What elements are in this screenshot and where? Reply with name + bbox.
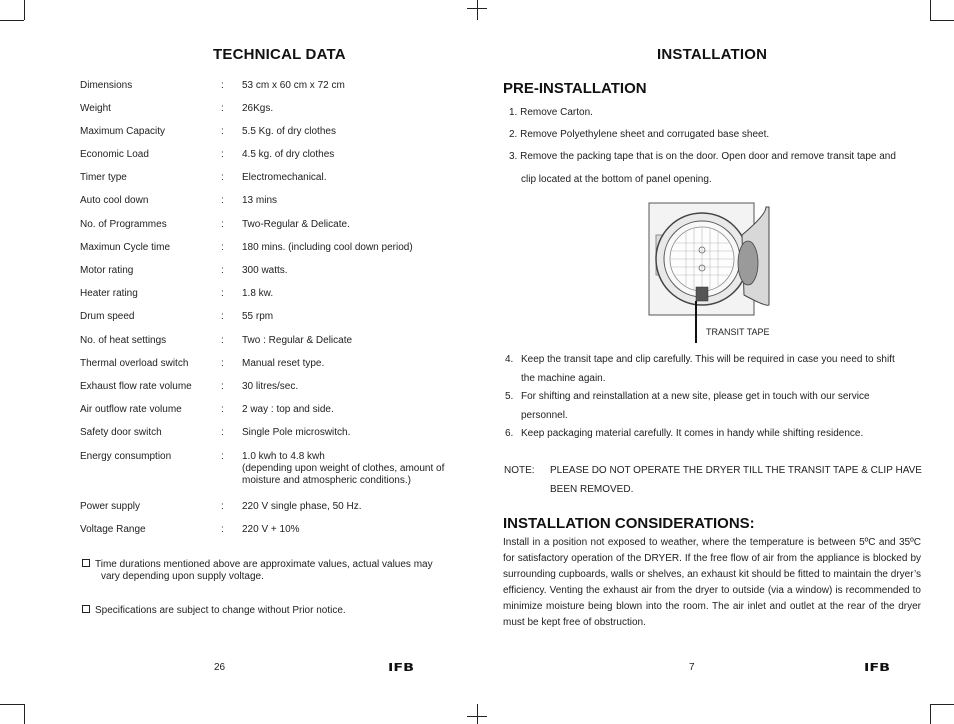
spec-value-text: Two : Regular & Delicate xyxy=(242,335,353,346)
spec-value xyxy=(242,172,452,184)
spec-value xyxy=(242,80,452,92)
spec-label: Drum speed xyxy=(80,311,135,322)
spec-colon: : xyxy=(221,149,224,160)
note-text-continued: vary depending upon supply voltage. xyxy=(101,571,264,582)
crop-mark xyxy=(24,704,25,724)
spec-colon: : xyxy=(221,501,224,512)
spec-value xyxy=(242,219,452,231)
spec-colon: : xyxy=(221,381,224,392)
step-item: 3. Remove the packing tape that is on the door. Open door and remove transit tape and xyxy=(509,151,896,162)
spec-label: Auto cool down xyxy=(80,195,149,206)
spec-colon: : xyxy=(221,427,224,438)
spec-label: Air outflow rate volume xyxy=(80,404,182,415)
spec-label: Motor rating xyxy=(80,265,134,276)
spec-label: Weight xyxy=(80,103,111,114)
spec-value-text: 2 way : top and side. xyxy=(242,404,334,415)
spec-value-text: Manual reset type. xyxy=(242,358,325,369)
spec-value xyxy=(242,524,452,536)
checkbox-icon xyxy=(82,559,90,567)
page-title: TECHNICAL DATA xyxy=(213,46,346,63)
crop-mark xyxy=(477,0,478,20)
spec-value-text: 30 litres/sec. xyxy=(242,381,299,392)
spec-value xyxy=(242,358,452,370)
note-item xyxy=(82,559,452,583)
spec-label: Maximum Capacity xyxy=(80,126,166,137)
spec-colon: : xyxy=(221,451,224,462)
spec-label: Maximun Cycle time xyxy=(80,242,171,253)
step-item: 1. Remove Carton. xyxy=(509,107,593,118)
spec-value-text: 4.5 kg. of dry clothes xyxy=(242,149,335,160)
crop-mark xyxy=(930,20,954,21)
spec-value-text: 220 V + 10% xyxy=(242,524,300,535)
spec-value xyxy=(242,149,452,161)
spec-colon: : xyxy=(221,358,224,369)
step-item: For shifting and reinstallation at a new site, please get in touch with our service xyxy=(521,391,870,402)
spec-value-text: Single Pole microswitch. xyxy=(242,427,351,438)
spec-value xyxy=(242,265,452,277)
crop-mark xyxy=(930,0,931,20)
spec-label: Dimensions xyxy=(80,80,133,91)
section-heading: PRE-INSTALLATION xyxy=(503,80,647,97)
spec-colon: : xyxy=(221,80,224,91)
note-text: Specifications are subject to change without Prior notice. xyxy=(95,605,346,616)
spec-value-text: 5.5 Kg. of dry clothes xyxy=(242,126,336,137)
step-item: Keep the transit tape and clip carefully. This will be required in case you need to shift xyxy=(521,354,895,365)
spec-value-text: 300 watts. xyxy=(242,265,288,276)
spec-colon: : xyxy=(221,311,224,322)
spec-value xyxy=(242,427,452,439)
page-number: 7 xyxy=(689,662,695,673)
step-number: 4. xyxy=(505,354,514,365)
considerations-paragraph: Install in a position not exposed to weather, where the temperature is between 5ºC and 35ºC for satisfactory operation of the DRYER. If the free flow of air from the appliance is blocked by surrounding cupboards, walls or shelves, an exhaust kit should be fitted to maintain the dryer’s efficiency. Venting the exhaust air from the dryer to outside (via a window) is recommended to minimize moisture being blown into the room. The air inlet and outlet at the rear of the dryer must be kept free of obstruction. xyxy=(503,537,921,628)
spec-value-text: Two-Regular & Delicate. xyxy=(242,219,350,230)
spec-label: No. of heat settings xyxy=(80,335,167,346)
crop-mark xyxy=(0,704,24,705)
checkbox-icon xyxy=(82,605,90,613)
brand-logo: IFB xyxy=(864,661,890,674)
crop-mark xyxy=(930,704,954,705)
page-title: INSTALLATION xyxy=(657,46,768,63)
spec-value xyxy=(242,195,452,207)
spec-value xyxy=(242,242,452,254)
spec-label: Exhaust flow rate volume xyxy=(80,381,192,392)
spec-label: Power supply xyxy=(80,501,141,512)
spec-value-text: 13 mins xyxy=(242,195,278,206)
note-text: PLEASE DO NOT OPERATE THE DRYER TILL THE TRANSIT TAPE & CLIP HAVE xyxy=(550,465,922,476)
spec-value xyxy=(242,404,452,416)
spec-value-text: 1.0 kwh to 4.8 kwh xyxy=(242,451,325,462)
note-text: Time durations mentioned above are approximate values, actual values may xyxy=(95,559,433,570)
spec-value xyxy=(242,288,452,300)
spec-value-text: 53 cm x 60 cm x 72 cm xyxy=(242,80,345,91)
spec-colon: : xyxy=(221,404,224,415)
spec-value-note: (depending upon weight of clothes, amount of moisture and atmospheric conditions.) xyxy=(242,463,445,486)
dryer-door-illustration xyxy=(644,195,784,345)
step-number: 6. xyxy=(505,428,514,439)
step-item-continued: clip located at the bottom of panel opening. xyxy=(521,174,712,185)
step-item: Keep packaging material carefully. It comes in handy while shifting residence. xyxy=(521,428,864,439)
spec-value xyxy=(242,381,452,393)
spec-colon: : xyxy=(221,172,224,183)
crop-mark xyxy=(477,704,478,724)
spec-value-text: Electromechanical. xyxy=(242,172,327,183)
spec-colon: : xyxy=(221,242,224,253)
spec-value-text: 180 mins. (including cool down period) xyxy=(242,242,413,253)
spec-value xyxy=(242,501,452,513)
spec-value xyxy=(242,311,452,323)
note-label: NOTE: xyxy=(504,465,535,476)
step-item: 2. Remove Polyethylene sheet and corrugated base sheet. xyxy=(509,129,770,140)
spec-label: Energy consumption xyxy=(80,451,172,462)
spec-value xyxy=(242,103,452,115)
spec-colon: : xyxy=(221,195,224,206)
spec-colon: : xyxy=(221,126,224,137)
crop-mark xyxy=(930,704,931,724)
figure-label: TRANSIT TAPE xyxy=(706,327,770,337)
spec-colon: : xyxy=(221,335,224,346)
spec-label: No. of Programmes xyxy=(80,219,167,230)
spec-value-text: 55 rpm xyxy=(242,311,274,322)
spec-colon: : xyxy=(221,219,224,230)
spec-colon: : xyxy=(221,288,224,299)
step-item-continued: personnel. xyxy=(521,410,568,421)
page-number: 26 xyxy=(214,662,226,673)
brand-logo: IFB xyxy=(388,661,414,674)
note-text-continued: BEEN REMOVED. xyxy=(550,484,634,495)
spec-value xyxy=(242,335,452,347)
note-item xyxy=(82,605,452,617)
spec-colon: : xyxy=(221,524,224,535)
spec-label: Heater rating xyxy=(80,288,138,299)
section-heading: INSTALLATION CONSIDERATIONS: xyxy=(503,515,755,532)
step-item-continued: the machine again. xyxy=(521,373,606,384)
spec-value-text: 220 V single phase, 50 Hz. xyxy=(242,501,362,512)
spec-label: Safety door switch xyxy=(80,427,162,438)
spec-value xyxy=(242,126,452,138)
crop-mark xyxy=(24,0,25,20)
spec-label: Timer type xyxy=(80,172,127,183)
spec-colon: : xyxy=(221,103,224,114)
spec-value xyxy=(242,451,452,487)
crop-mark xyxy=(0,20,24,21)
spec-label: Voltage Range xyxy=(80,524,146,535)
spec-value-text: 1.8 kw. xyxy=(242,288,274,299)
spec-label: Thermal overload switch xyxy=(80,358,189,369)
spec-colon: : xyxy=(221,265,224,276)
spec-label: Economic Load xyxy=(80,149,149,160)
step-number: 5. xyxy=(505,391,514,402)
spec-value-text: 26Kgs. xyxy=(242,103,274,114)
